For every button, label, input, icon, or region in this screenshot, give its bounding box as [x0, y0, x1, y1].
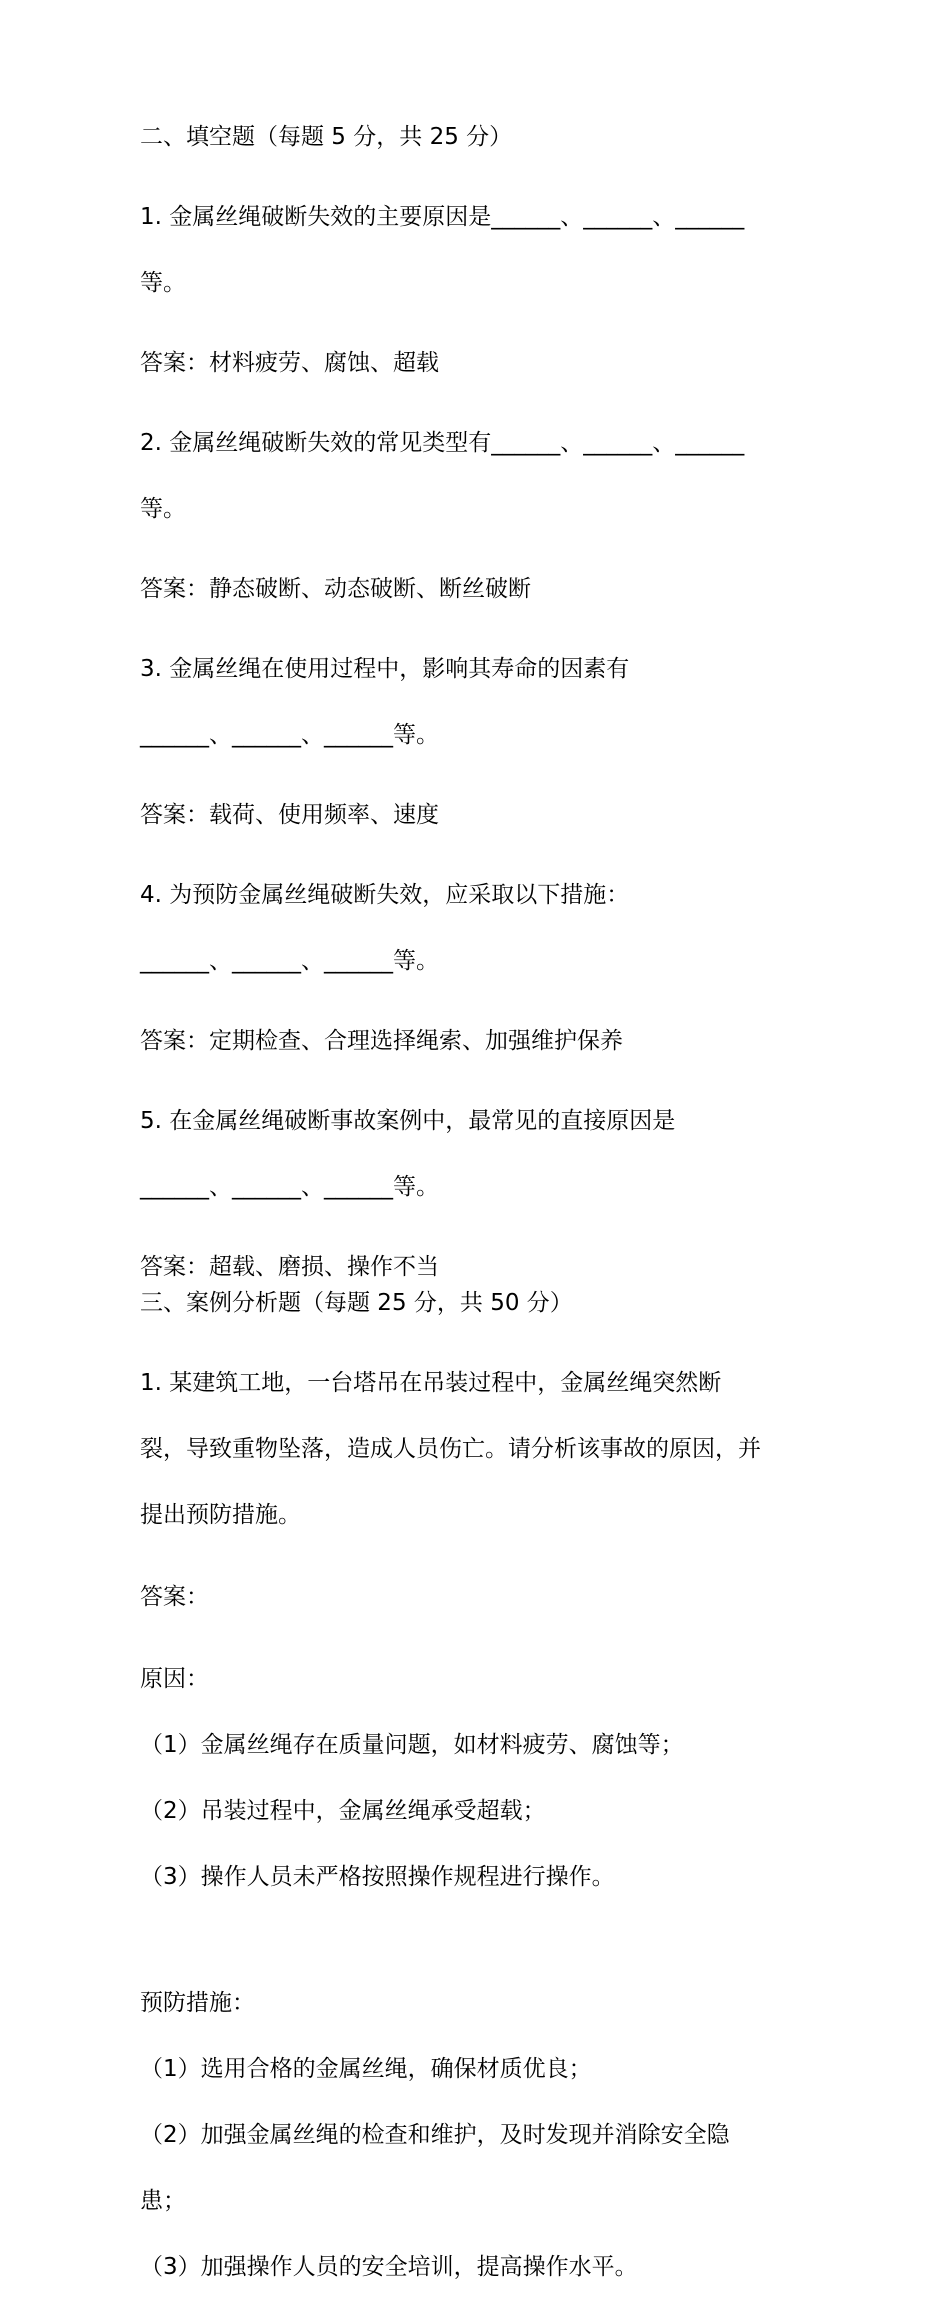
answer-2: 答案：静态破断、动态破断、断丝破断 — [140, 576, 531, 602]
fill-question-5 — [140, 1066, 820, 1278]
cause-item: （3）操作人员未严格按照操作规程进行操作。 — [140, 1864, 615, 1890]
measure-block — [140, 1948, 820, 2322]
question-line: 3. 金属丝绳在使用过程中，影响其寿命的因素有 — [140, 656, 630, 682]
cause-block — [140, 1624, 820, 1932]
case-section-title: 三、案例分析题（每题 25 分，共 50 分） — [140, 1290, 573, 1316]
fill-section-title: 二、填空题（每题 5 分，共 25 分） — [140, 124, 513, 150]
answer-4: 答案：定期检查、合理选择绳索、加强维护保养 — [140, 1028, 623, 1054]
question-line: 等。 — [140, 496, 186, 522]
cause-item: （2）吊装过程中，金属丝绳承受超载； — [140, 1798, 546, 1824]
cause-item: （1）金属丝绳存在质量问题，如材料疲劳、腐蚀等； — [140, 1732, 684, 1758]
question-line: 等。 — [140, 270, 186, 296]
measure-item: （1）选用合格的金属丝绳，确保材质优良； — [140, 2056, 592, 2082]
measure-item: （2）加强金属丝绳的检查和维护，及时发现并消除安全隐 — [140, 2122, 730, 2148]
question-line: 4. 为预防金属丝绳破断失效，应采取以下措施： — [140, 882, 630, 908]
measure-item: 患； — [140, 2188, 186, 2214]
question-line: 提出预防措施。 — [140, 1502, 301, 1528]
document-page — [140, 126, 820, 2322]
measure-item: （3）加强操作人员的安全培训，提高操作水平。 — [140, 2254, 638, 2280]
question-line: ______、______、______等。 — [140, 1174, 439, 1200]
question-line: 1. 某建筑工地，一台塔吊在吊装过程中，金属丝绳突然断 — [140, 1370, 722, 1396]
question-line: 5. 在金属丝绳破断事故案例中，最常见的直接原因是 — [140, 1108, 676, 1134]
question-line: 裂，导致重物坠落，造成人员伤亡。请分析该事故的原因，并 — [140, 1436, 761, 1462]
question-line: ______、______、______等。 — [140, 948, 439, 974]
answer-label: 答案： — [140, 1584, 209, 1610]
question-line: 1. 金属丝绳破断失效的主要原因是______、______、______ — [140, 204, 745, 230]
fill-question-2 — [140, 388, 820, 600]
answer-3: 答案：载荷、使用频率、速度 — [140, 802, 439, 828]
fill-question-3 — [140, 614, 820, 826]
answer-1: 答案：材料疲劳、腐蚀、超载 — [140, 350, 439, 376]
fill-question-4 — [140, 840, 820, 1052]
question-line: ______、______、______等。 — [140, 722, 439, 748]
case-question-1 — [140, 1328, 820, 2322]
cause-heading: 原因： — [140, 1666, 209, 1692]
fill-question-1 — [140, 162, 820, 374]
measure-heading: 预防措施： — [140, 1990, 255, 2016]
question-line: 2. 金属丝绳破断失效的常见类型有______、______、______ — [140, 430, 745, 456]
answer-5: 答案：超载、磨损、操作不当 — [140, 1254, 439, 1280]
